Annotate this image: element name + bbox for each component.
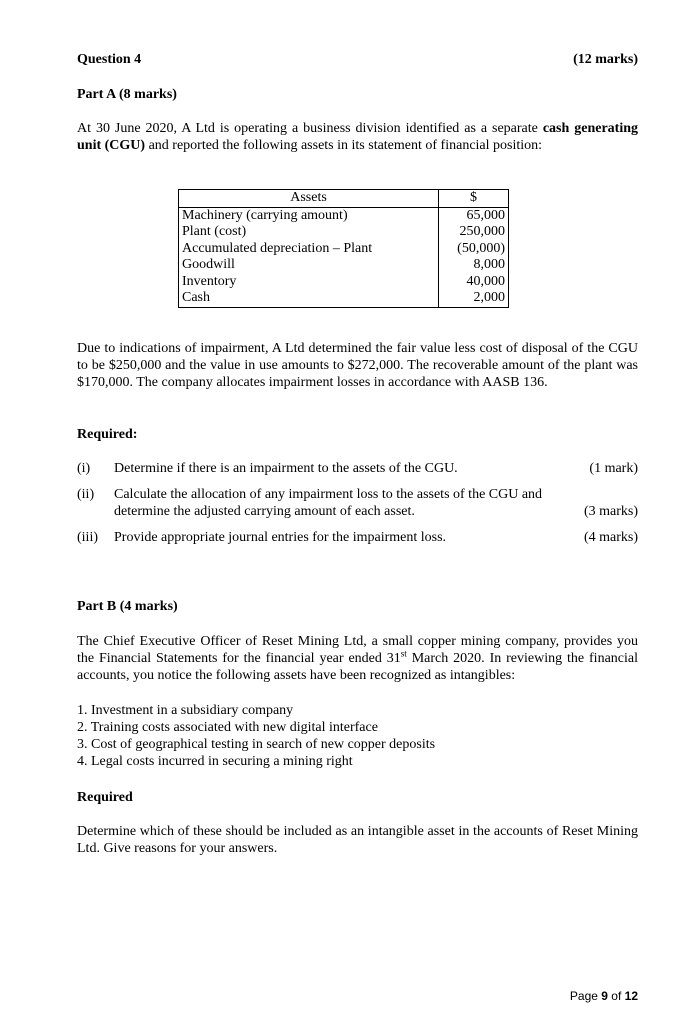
- table-row: [179, 290, 509, 307]
- item-text-continued: determine the adjusted carrying amount of each asset.: [114, 504, 415, 519]
- required-item: [77, 529, 638, 546]
- part-b-title: Part B (4 marks): [77, 599, 178, 614]
- row-label: Cash: [179, 290, 439, 307]
- item-text: Determine if there is an impairment to the assets of the CGU.: [114, 461, 458, 476]
- row-label: Inventory: [179, 274, 439, 291]
- list-item: 2. Training costs associated with new digital interface: [77, 720, 378, 735]
- item-number: (iii): [77, 530, 98, 545]
- item-marks: (1 mark): [589, 461, 638, 476]
- list-item: 1. Investment in a subsidiary company: [77, 703, 294, 718]
- row-label: Accumulated depreciation – Plant: [179, 241, 439, 258]
- item-number: (i): [77, 461, 91, 476]
- row-value: (50,000): [439, 241, 509, 258]
- item-number: (ii): [77, 487, 95, 502]
- row-value: 2,000: [439, 290, 509, 307]
- table-header-row: [179, 190, 509, 208]
- part-a-intro: [77, 120, 638, 154]
- intro-text: The Chief Executive Officer of Reset Mining Ltd, a small copper mining company, provides you the Financial Statements for the financial year ended 31: [77, 634, 638, 666]
- list-item: 4. Legal costs incurred in securing a mining right: [77, 754, 353, 769]
- question-title: Question 4: [77, 52, 142, 67]
- part-b-required-title: Required: [77, 790, 133, 805]
- table-row: [179, 257, 509, 274]
- part-b-required-text: Determine which of these should be included as an intangible asset in the accounts of Reset Mining Ltd. Give reasons for your answers.: [77, 824, 638, 856]
- item-marks: (4 marks): [583, 530, 638, 545]
- row-value: 65,000: [439, 207, 509, 224]
- question-header: [77, 52, 638, 68]
- ordinal-suffix: st: [400, 648, 407, 659]
- table-row: [179, 224, 509, 241]
- question-marks: (12 marks): [573, 52, 638, 67]
- part-b-intro: [77, 633, 638, 684]
- row-value: 8,000: [439, 257, 509, 274]
- row-label: Machinery (carrying amount): [179, 207, 439, 224]
- intro-text-end: and reported the following assets in its statement of financial position:: [145, 138, 543, 153]
- table-row: [179, 207, 509, 224]
- row-label: Plant (cost): [179, 224, 439, 241]
- impairment-paragraph: Due to indications of impairment, A Ltd determined the fair value less cost of disposal of the CGU to be $250,000 and the value in use amounts to $272,000. The recoverable amount of the plant was $170,000. The company allocates impairment losses in accordance with AASB 136.: [77, 341, 638, 390]
- page-total: 12: [624, 989, 638, 1003]
- page-prefix: Page: [569, 989, 602, 1003]
- table-row: [179, 274, 509, 291]
- item-text: Provide appropriate journal entries for the impairment loss.: [114, 530, 447, 545]
- page-number: [570, 989, 638, 1003]
- part-a-title: Part A (8 marks): [77, 87, 177, 102]
- row-value: 40,000: [439, 274, 509, 291]
- required-item: [77, 486, 638, 520]
- required-title: Required:: [77, 427, 138, 442]
- required-item: [77, 460, 638, 477]
- row-label: Goodwill: [179, 257, 439, 274]
- item-text: Calculate the allocation of any impairment loss to the assets of the CGU and: [114, 487, 543, 502]
- row-value: 250,000: [439, 224, 509, 241]
- intro-text: At 30 June 2020, A Ltd is operating a business division identified as a separate: [77, 121, 543, 136]
- page-current: 9: [601, 989, 608, 1003]
- page-of: of: [607, 989, 625, 1003]
- assets-table: [178, 189, 509, 308]
- intro-text-end: March 2020. In reviewing the financial accounts, you notice the following assets have been recognized as intangibles:: [77, 651, 638, 683]
- table-header-dollar: $: [439, 190, 509, 208]
- table-header-assets: Assets: [179, 190, 439, 208]
- intro-bold-text: cash generating unit (CGU): [77, 121, 638, 153]
- item-marks: (3 marks): [583, 504, 638, 519]
- table-row: [179, 241, 509, 258]
- list-item: 3. Cost of geographical testing in search of new copper deposits: [77, 737, 436, 752]
